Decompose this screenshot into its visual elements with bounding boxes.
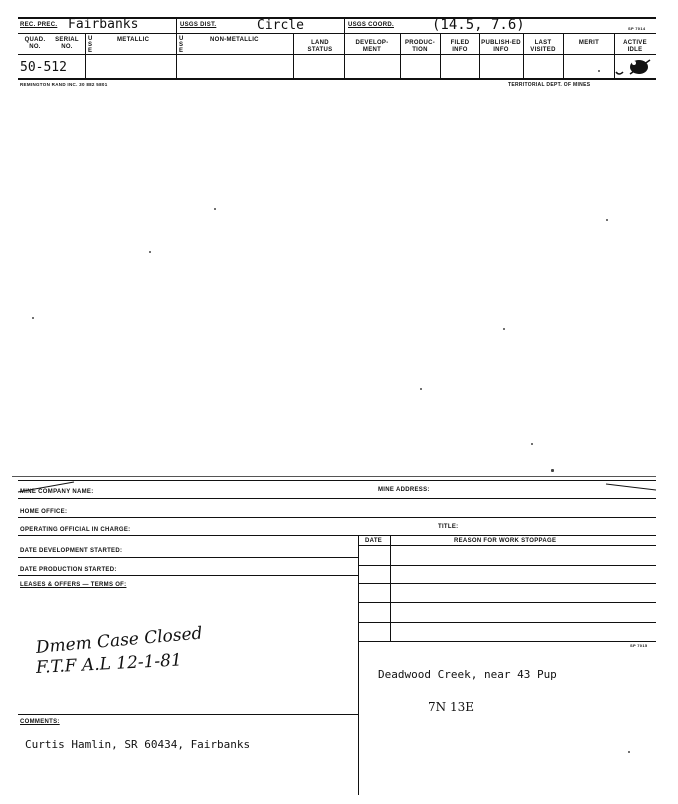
row-divider [18,714,358,715]
speckle [551,469,554,472]
card1-col-divider [176,17,177,78]
serial-no-label: SERIAL NO. [55,37,79,50]
row-divider [18,517,656,518]
usgs-coord-label: USGS COORD. [348,22,394,28]
row-divider [358,565,656,566]
card1-footer-right: TERRITORIAL DEPT. OF MINES [508,82,591,88]
township-range-note: 7N 13E [428,700,474,714]
row-divider [18,557,358,558]
merit-label: MERIT [578,40,600,46]
quad-no-label: QUAD. NO. [24,37,46,50]
leases-offers-label: LEASES & OFFERS — TERMS OF: [20,582,127,588]
card1-col-divider [400,33,401,78]
torn-edge-mark-right [604,482,658,494]
card1-col-divider [563,33,564,78]
quad-no-value: 50-512 [20,60,67,75]
comments-label: COMMENTS: [20,719,60,725]
operating-official-label: OPERATING OFFICIAL IN CHARGE: [20,527,131,533]
speckle [628,751,630,753]
home-office-label: HOME OFFICE: [20,509,68,515]
stray-mark [598,70,600,72]
filed-info-label: FILED INFO [450,40,470,53]
ink-blot-mark [612,56,654,78]
row-divider [18,535,656,536]
card1-col-divider [344,17,345,78]
row-divider [18,575,358,576]
published-info-label: PUBLISH-ED INFO [481,40,521,53]
development-label: DEVELOP-MENT [355,40,389,53]
row-divider [358,602,656,603]
speckle [149,251,151,253]
card1-col-divider [293,33,294,78]
row-divider [18,498,656,499]
card1-col-divider [523,33,524,78]
usgs-dist-value: Circle [257,18,304,33]
handwritten-case-closed: Dmem Case Closed [35,623,204,658]
card2-top-edge [12,476,656,477]
speckle [214,208,216,210]
row-divider [358,545,656,546]
card1-col-divider [440,33,441,78]
card2-form-number: SP 7015 [630,643,648,648]
land-status-label: LAND STATUS [307,40,333,53]
date-column-header: DATE [365,538,383,544]
use-label-nonmetallic: USE [179,36,184,54]
center-divider [358,535,359,795]
speckle [606,219,608,221]
usgs-dist-label: USGS DIST. [180,22,217,28]
last-visited-label: LAST VISITED [530,40,556,53]
rec-prec-label: REC. PREC. [20,22,58,28]
mine-address-label: MINE ADDRESS: [378,487,430,493]
active-idle-label: ACTIVE IDLE [623,40,647,53]
speckle [420,388,422,390]
nonmetallic-label: NON-METALLIC [210,37,259,43]
row-divider [358,641,656,642]
card1-form-number: SP 7014 [628,26,646,31]
card1-footer-left: REMINGTON RAND INC. 30 882 5801 [20,82,108,87]
card1-subheader-divider [18,54,656,55]
card1-bottom-border [18,78,656,80]
metallic-label: METALLIC [117,37,150,43]
reason-column-header: REASON FOR WORK STOPPAGE [454,538,557,544]
mine-company-name-label: MINE COMPANY NAME: [20,489,94,495]
row-divider [358,583,656,584]
usgs-coord-value: (14.5, 7.6) [432,17,525,33]
card2-top-border [18,480,656,481]
speckle [503,328,505,330]
date-development-label: DATE DEVELOPMENT STARTED: [20,548,123,554]
speckle [32,317,34,319]
handwritten-initials-date: F.T.F A.L 12-1-81 [35,650,183,678]
card1-col-divider [479,33,480,78]
rec-prec-value: Fairbanks [68,17,139,32]
date-production-label: DATE PRODUCTION STARTED: [20,567,117,573]
card1-col-divider [85,33,86,78]
row-divider [358,622,656,623]
speckle [531,443,533,445]
production-label: PRODUC-TION [404,40,436,53]
use-label-metallic: USE [88,36,93,54]
comments-value: Curtis Hamlin, SR 60434, Fairbanks [25,738,251,751]
location-text: Deadwood Creek, near 43 Pup [378,668,557,681]
title-label: TITLE: [438,524,459,530]
card1-header-divider [18,33,656,34]
date-col-divider [390,535,391,641]
